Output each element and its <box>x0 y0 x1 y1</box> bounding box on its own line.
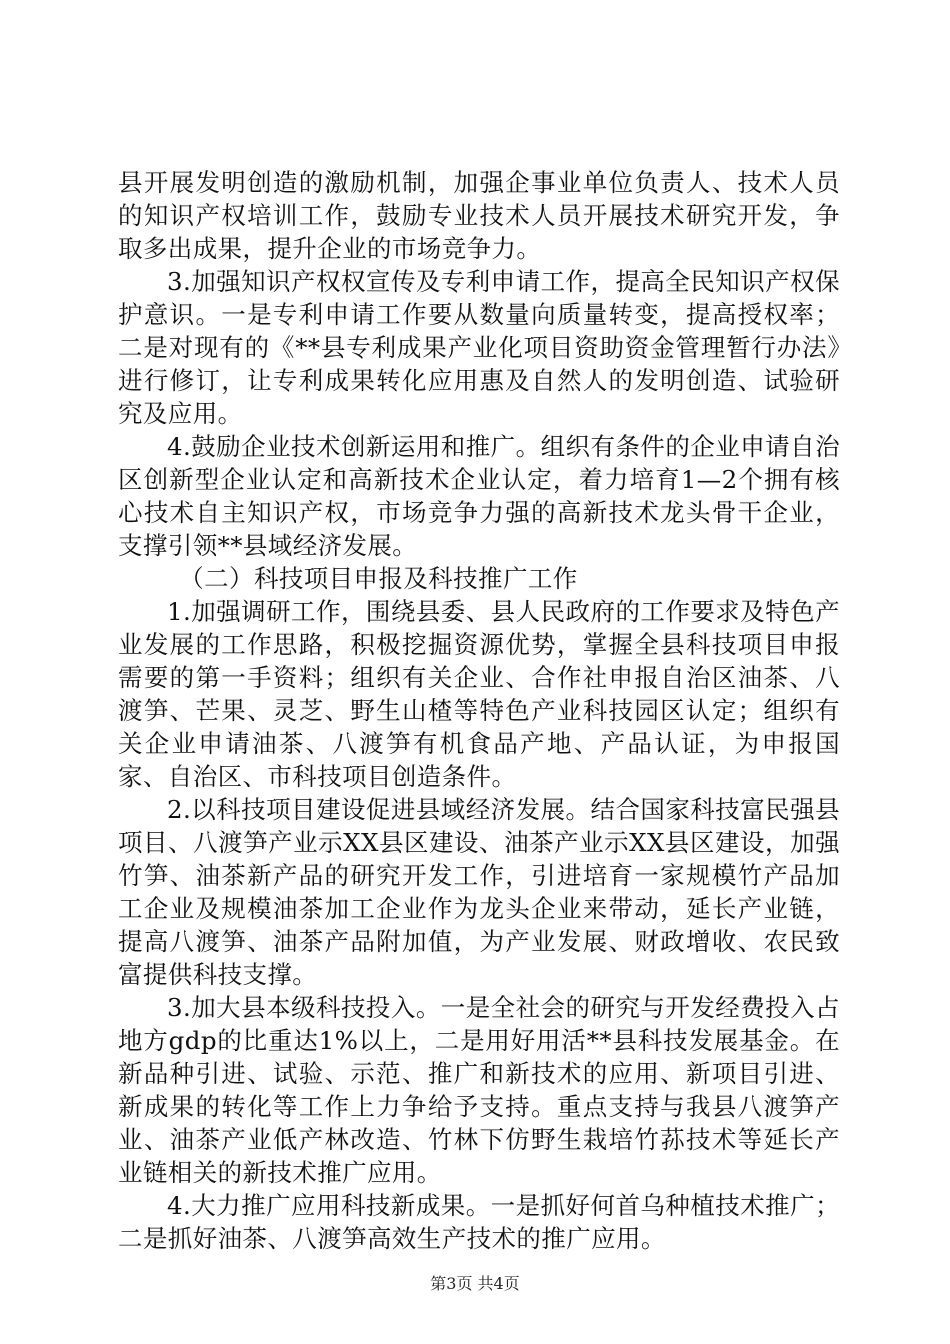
paragraph-continuation: 县开展发明创造的激励机制，加强企事业单位负责人、技术人员的知识产权培训工作，鼓励专业技术人员开展技术研究开发，争取多出成果，提升企业的市场竞争力。 <box>118 168 840 263</box>
paragraph-enterprise-innovation: 4.鼓励企业技术创新运用和推广。组织有条件的企业申请自治区创新型企业认定和高新技术企业认定，着力培育1—2个拥有核心技术自主知识产权，市场竞争力强的高新技术龙头骨干企业，支撑引领**县域经济发展。 <box>118 432 840 560</box>
document-body <box>118 166 840 1255</box>
section-heading: （二）科技项目申报及科技推广工作 <box>179 564 578 593</box>
paragraph-project-construction: 2.以科技项目建设促进县域经济发展。结合国家科技富民强县项目、八渡笋产业示XX县区建设、油茶产业示XX县区建设，加强竹笋、油茶新产品的研究开发工作，引进培育一家规模竹产品加工企业及规模油茶加工企业作为龙头企业来带动，延长产业链，提高八渡笋、油茶产品附加值，为产业发展、财政增收、农民致富提供科技支撑。 <box>118 795 840 989</box>
paragraph-ip-promotion: 3.加强知识产权权宣传及专利申请工作，提高全民知识产权保护意识。一是专利申请工作要从数量向质量转变，提高授权率；二是对现有的《**县专利成果产业化项目资助资金管理暂行办法》进行修订，让专利成果转化应用惠及自然人的发明创造、试验研究及应用。 <box>118 267 840 428</box>
paragraph-research-work: 1.加强调研工作，围绕县委、县人民政府的工作要求及特色产业发展的工作思路，积极挖掘资源优势，掌握全县科技项目申报需要的第一手资料；组织有关企业、合作社申报自治区油茶、八渡笋、芒果、灵芝、野生山楂等特色产业科技园区认定；组织有关企业申请油茶、八渡笋有机食品产地、产品认证，为申报国家、自治区、市科技项目创造条件。 <box>118 597 840 791</box>
paragraph-new-achievements: 4.大力推广应用科技新成果。一是抓好何首乌种植技术推广；二是抓好油茶、八渡笋高效生产技术的推广应用。 <box>118 1191 840 1253</box>
paragraph-investment: 3.加大县本级科技投入。一是全社会的研究与开发经费投入占地方gdp的比重达1%以上，二是用好用活**县科技发展基金。在新品种引进、试验、示范、推广和新技术的应用、新项目引进、新成果的转化等工作上力争给予支持。重点支持与我县八渡笋产业、油茶产业低产林改造、竹林下仿野生栽培竹荪技术等延长产业链相关的新技术推广应用。 <box>118 993 840 1187</box>
page-number-footer: 第3页 共4页 <box>430 1274 520 1293</box>
